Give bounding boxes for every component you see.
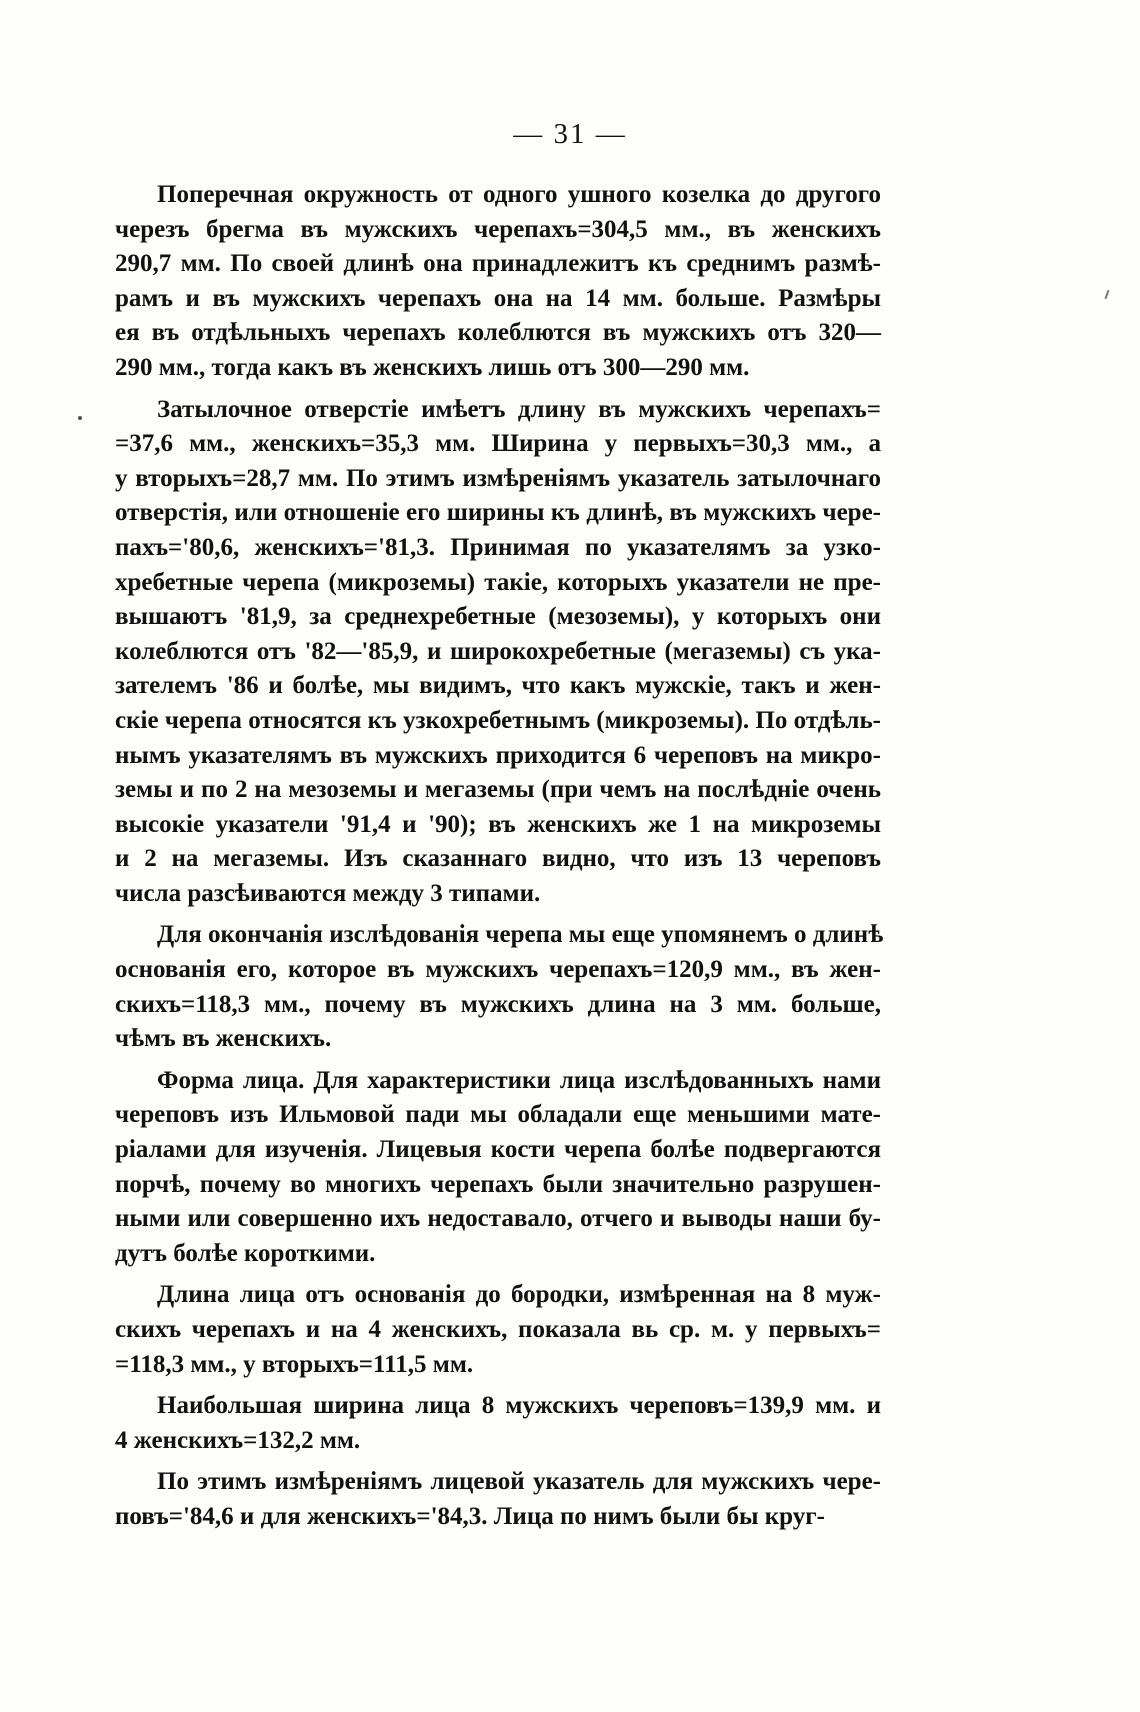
text-line: вышаютъ '81,9, за среднехребетные (мезоземы), у которыхъ они	[115, 603, 881, 631]
text-line: зателемъ '86 и болѣе, мы видимъ, что какъ мужскіе, такъ и жен-	[115, 672, 881, 700]
text-line: отверстія, или отношеніе его ширины къ длинѣ, въ мужскихъ чере-	[115, 499, 881, 527]
text-line: порчѣ, почему во многихъ черепахъ были значительно разрушен-	[115, 1170, 881, 1198]
text-line: ея въ отдѣльныхъ черепахъ колеблются въ мужскихъ отъ 320—	[115, 319, 881, 347]
text-line: рамъ и въ мужскихъ черепахъ она на 14 мм. больше. Размѣры	[115, 284, 881, 312]
text-line: 4 женскихъ=132,2 мм.	[115, 1426, 361, 1454]
text-line: повъ='84,6 и для женскихъ='84,3. Лица по нимъ были бы круг-	[115, 1502, 825, 1530]
text-line: нымъ указателямъ въ мужскихъ приходится 6 череповъ на микро-	[115, 741, 881, 769]
text-line: ными или совершенно ихъ недоставало, отчего и выводы наши бу-	[115, 1205, 881, 1233]
page-number: — 31 —	[513, 118, 627, 150]
paragraph	[115, 1064, 881, 1272]
text-line: череповъ изъ Ильмовой пади мы обладали еще меньшими мате-	[115, 1101, 881, 1129]
paragraph	[115, 1389, 881, 1458]
paragraph	[115, 178, 881, 386]
scan-speck	[1105, 290, 1110, 299]
paragraph	[115, 918, 884, 1056]
text-line: у вторыхъ=28,7 мм. По этимъ измѣреніямъ указатель затылочнаго	[115, 464, 881, 492]
text-line: хребетные черепа (микроземы) такіе, которыхъ указатели не пре-	[115, 568, 881, 596]
text-line: =118,3 мм., у вторыхъ=111,5 мм.	[115, 1350, 474, 1378]
body-text	[115, 178, 884, 1542]
text-line: высокіе указатели '91,4 и '90); въ женскихъ же 1 на микроземы	[115, 810, 881, 838]
text-line: колеблются отъ '82—'85,9, и широкохребетные (мегаземы) съ ука-	[115, 637, 881, 665]
text-line: Затылочное отверстіе имѣетъ длину въ мужскихъ черепахъ=	[157, 395, 881, 423]
text-line: земы и по 2 на мезоземы и мегаземы (при чемъ на послѣдніе очень	[115, 776, 881, 804]
text-line: Длина лица отъ основанія до бородки, измѣренная на 8 муж-	[157, 1281, 881, 1309]
scan-dot	[78, 416, 82, 420]
text-line: чѣмъ въ женскихъ.	[115, 1025, 332, 1053]
text-line: и 2 на мегаземы. Изъ сказаннаго видно, что изъ 13 череповъ	[115, 845, 881, 873]
text-line: 290 мм., тогда какъ въ женскихъ лишь отъ 300—290 мм.	[115, 353, 750, 381]
text-line: ріалами для изученія. Лицевыя кости черепа болѣе подвергаются	[115, 1136, 881, 1164]
text-line: 290,7 мм. По своей длинѣ она принадлежитъ къ среднимъ размѣ-	[115, 250, 881, 278]
text-line: Форма лица. Для характеристики лица изслѣдованныхъ нами	[157, 1066, 881, 1094]
text-line: Для окончанія изслѣдованія черепа мы еще упомянемъ о длинѣ	[157, 921, 884, 949]
text-line: скихъ черепахъ и на 4 женскихъ, показала вь ср. м. у первыхъ=	[115, 1316, 881, 1343]
text-line: По этимъ измѣреніямъ лицевой указатель для мужскихъ чере-	[157, 1468, 881, 1496]
text-line: дутъ болѣе короткими.	[115, 1239, 376, 1267]
paragraph	[115, 1278, 881, 1382]
text-line: пахъ='80,6, женскихъ='81,3. Принимая по указателямъ за узко-	[115, 533, 881, 561]
text-line: Поперечная окружность от одного ушного козелка до другого	[157, 181, 881, 208]
text-line: Наибольшая ширина лица 8 мужскихъ череповъ=139,9 мм. и	[157, 1392, 881, 1420]
text-line: основанія его, которое въ мужскихъ черепахъ=120,9 мм., въ жен-	[115, 956, 881, 984]
paragraph	[115, 1465, 881, 1534]
text-line: числа разсѣиваются между 3 типами.	[115, 879, 541, 907]
paragraph	[115, 393, 881, 912]
text-line: =37,6 мм., женскихъ=35,3 мм. Ширина у первыхъ=30,3 мм., а	[115, 430, 881, 458]
text-line: скіе черепа относятся къ узкохребетнымъ (микроземы). По отдѣль-	[115, 706, 881, 734]
text-line: черезъ брегма въ мужскихъ черепахъ=304,5 мм., въ женскихъ	[115, 215, 881, 243]
text-line: скихъ=118,3 мм., почему въ мужскихъ длина на 3 мм. больше,	[115, 990, 881, 1018]
